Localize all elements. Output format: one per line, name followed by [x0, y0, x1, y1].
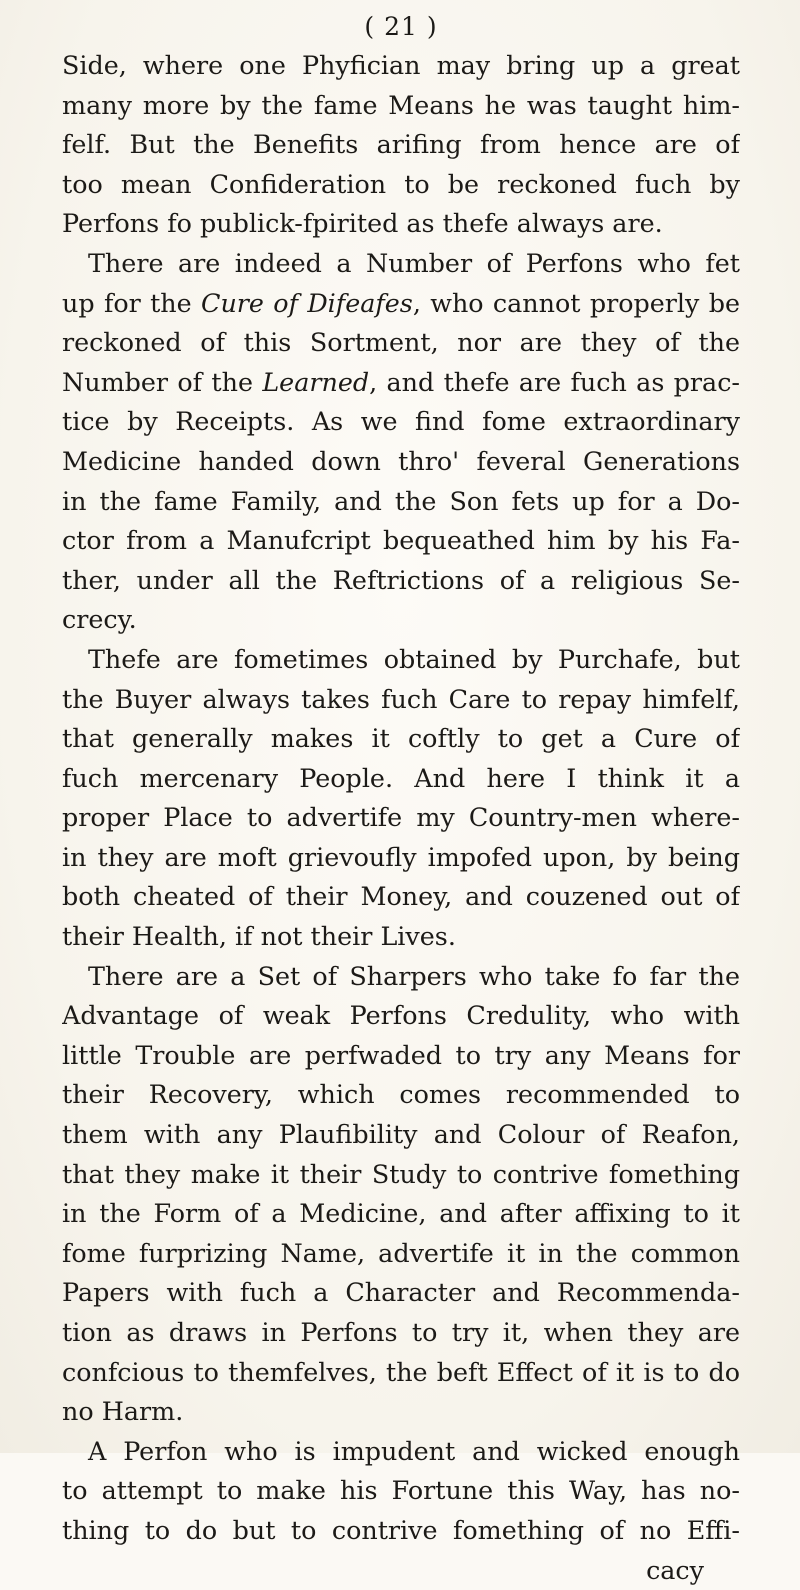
body-text	[62, 46, 740, 1551]
text-line: them with any Plaufibility and Colour of Reafon,	[62, 1119, 740, 1150]
text-line: thing to do but to contrive fomething of no Effi-	[62, 1514, 740, 1545]
text-line: felf. But the Benefits arifing from hence are of	[62, 129, 740, 160]
text-line: Side, where one Phyfician may bring up a great	[62, 50, 740, 80]
text-line: their Recovery, which comes recommended to	[62, 1079, 740, 1110]
catchword: cacy	[646, 1554, 704, 1585]
text-line: There are a Set of Sharpers who take fo far the	[88, 960, 740, 991]
text-line: no Harm.	[62, 1396, 184, 1427]
text-line: that they make it their Study to contrive fomething	[62, 1158, 740, 1189]
text-line: proper Place to advertife my Country-men where-	[62, 802, 740, 833]
text-line: fome furprizing Name, advertife it in the common	[62, 1237, 740, 1268]
text-line: Thefe are fometimes obtained by Purchafe, but	[88, 643, 740, 674]
text-line: Number of the Learned, and thefe are fuch as prac-	[62, 366, 740, 397]
text-line: crecy.	[62, 604, 137, 635]
text-line: Perfons fo publick-fpirited as thefe always are.	[62, 208, 663, 239]
text-line: Papers with fuch a Character and Recommenda-	[62, 1277, 740, 1308]
text-line: too mean Confideration to be reckoned fuch by	[62, 168, 740, 199]
text-line: tice by Receipts. As we find fome extraordinary	[62, 406, 740, 437]
text-line: confcious to themfelves, the beft Effect of it is to do	[62, 1356, 740, 1387]
text-line: to attempt to make his Fortune this Way, has no-	[62, 1475, 740, 1506]
text-line: reckoned of this Sortment, nor are they of the	[62, 327, 740, 358]
text-line: Advantage of weak Perfons Credulity, who with	[62, 1000, 740, 1031]
text-line: tion as draws in Perfons to try it, when they are	[62, 1317, 740, 1347]
text-line: There are indeed a Number of Perfons who fet	[88, 247, 740, 278]
text-line: A Perfon who is impudent and wicked enough	[88, 1435, 740, 1466]
text-line: the Buyer always takes fuch Care to repay himfelf,	[62, 683, 740, 714]
text-line: their Health, if not their Lives.	[62, 921, 456, 952]
text-line: many more by the fame Means he was taught him-	[62, 89, 740, 120]
text-line: in the fame Family, and the Son fets up for a Do-	[62, 485, 740, 516]
text-line: both cheated of their Money, and couzened out of	[62, 881, 740, 912]
text-line: fuch mercenary People. And here I think it a	[62, 762, 740, 793]
text-line: in the Form of a Medicine, and after affixing to it	[62, 1198, 740, 1229]
text-line: up for the Cure of Difeafes, who cannot properly be	[62, 287, 740, 318]
text-line: Medicine handed down thro' feveral Generations	[62, 445, 740, 476]
page-number: ( 21 )	[364, 12, 438, 41]
text-line: in they are moft grievoufly impofed upon, by being	[62, 841, 740, 872]
text-line: that generally makes it coftly to get a Cure of	[62, 723, 740, 754]
text-line: little Trouble are perfwaded to try any Means for	[62, 1039, 740, 1070]
text-line: ther, under all the Reftrictions of a religious Se-	[62, 564, 740, 595]
text-line: ctor from a Manufcript bequeathed him by his Fa-	[62, 525, 740, 556]
